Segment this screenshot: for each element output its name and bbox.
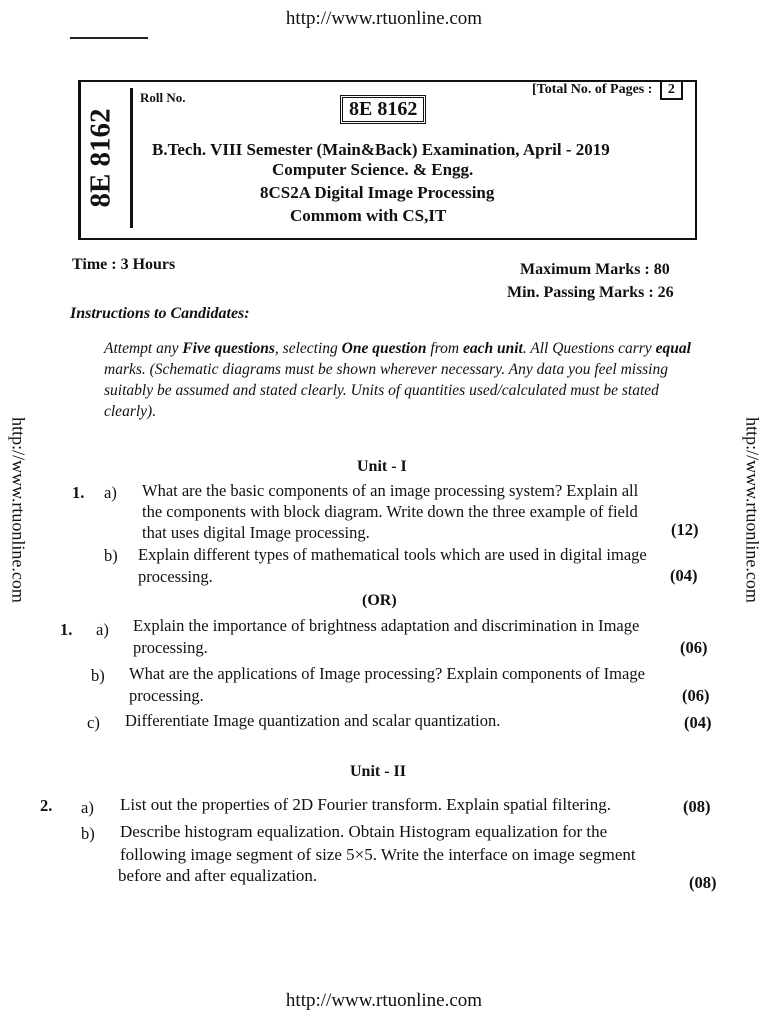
or-separator: (OR)	[362, 592, 397, 609]
q1b-marks: (04)	[670, 566, 698, 585]
paper-code-vertical-box	[72, 88, 133, 228]
instr-part-3: from	[426, 340, 463, 357]
watermark-url-right: http://www.rtuonline.com	[742, 417, 763, 603]
instr-bold-1: Five questions	[182, 340, 275, 357]
common-with: Commom with CS,IT	[290, 206, 447, 225]
paper-code-vertical: 8E 8162	[84, 108, 117, 208]
scan-mark-line	[70, 37, 148, 39]
q2a-line-1: List out the properties of 2D Fourier transform. Explain spatial filtering.	[120, 795, 611, 814]
q1-alt-b-label: b)	[91, 666, 105, 685]
q1-alt-c-line-1: Differentiate Image quantization and scalar quantization.	[125, 711, 501, 730]
time-allowed: Time : 3 Hours	[72, 256, 176, 273]
instr-part-5: marks. (Schematic diagrams must be shown wherever necessary. Any data you feel missing suitably be assumed and stated clearly. Units of quantities used/calculated must be stated clearly).	[104, 361, 668, 420]
q2a-label: a)	[81, 798, 94, 817]
instructions-text	[104, 338, 704, 422]
q2a-marks: (08)	[683, 797, 711, 816]
q1-number: 1.	[72, 483, 85, 502]
min-passing-marks: Min. Passing Marks : 26	[507, 284, 674, 301]
instr-bold-3: each unit	[462, 340, 523, 357]
total-pages-value: 2	[660, 80, 683, 100]
q1-alt-a-marks: (06)	[680, 638, 708, 657]
q1a-marks: (12)	[671, 520, 699, 539]
watermark-url-left: http://www.rtuonline.com	[8, 417, 29, 603]
q1-alt-a-line-1: Explain the importance of brightness adaptation and discrimination in Image	[133, 616, 640, 635]
q1-alt-b-line-1: What are the applications of Image processing? Explain components of Image	[129, 664, 645, 683]
q1-alt-a-label: a)	[96, 620, 109, 639]
instructions-title: Instructions to Candidates:	[70, 305, 250, 322]
q1b-line-1: Explain different types of mathematical tools which are used in digital image	[138, 545, 647, 564]
exam-title: B.Tech. VIII Semester (Main&Back) Examination, April - 2019	[152, 140, 610, 159]
q2b-label: b)	[81, 824, 95, 843]
q2b-marks: (08)	[689, 873, 717, 892]
q2b-line-1: Describe histogram equalization. Obtain Histogram equalization for the	[120, 822, 608, 841]
watermark-url-top: http://www.rtuonline.com	[285, 8, 483, 29]
instr-part-1: Attempt any	[104, 340, 183, 357]
q1-alt-b-line-2: processing.	[129, 686, 204, 705]
total-pages-label: [Total No. of Pages :	[532, 82, 653, 97]
q2b-line-3: before and after equalization.	[118, 866, 318, 885]
unit-2-heading: Unit - II	[350, 763, 407, 780]
q1a-line-1: What are the basic components of an image processing system? Explain all	[142, 481, 639, 500]
instr-part-2: , selecting	[274, 340, 342, 357]
q2-number: 2.	[40, 796, 53, 815]
instr-part-4: . All Questions carry	[522, 340, 656, 357]
q1b-label: b)	[104, 546, 118, 565]
q2b-line-2: following image segment of size 5×5. Write the interface on image segment	[120, 845, 636, 864]
watermark-url-bottom: http://www.rtuonline.com	[285, 990, 483, 1011]
branch: Computer Science. & Engg.	[272, 160, 474, 179]
instr-bold-4: equal	[655, 340, 691, 357]
q1-alt-c-label: c)	[87, 713, 100, 732]
instr-bold-2: One question	[341, 340, 427, 357]
paper-code: 8E 8162	[340, 95, 426, 124]
unit-1-heading: Unit - I	[357, 458, 407, 475]
q1-alt-a-line-2: processing.	[133, 638, 208, 657]
q1b-line-2: processing.	[138, 567, 213, 586]
subject: 8CS2A Digital Image Processing	[260, 183, 495, 202]
roll-no-label: Roll No.	[140, 90, 186, 105]
q1a-label: a)	[104, 483, 117, 502]
q1-alt-b-marks: (06)	[682, 686, 710, 705]
maximum-marks: Maximum Marks : 80	[520, 261, 670, 278]
q1-alt-c-marks: (04)	[684, 713, 712, 732]
q1a-line-2: the components with block diagram. Write down the three example of field	[142, 502, 638, 521]
total-pages	[532, 80, 683, 100]
q1-alt-number: 1.	[60, 620, 73, 639]
q1a-line-3: that uses digital Image processing.	[142, 523, 370, 542]
